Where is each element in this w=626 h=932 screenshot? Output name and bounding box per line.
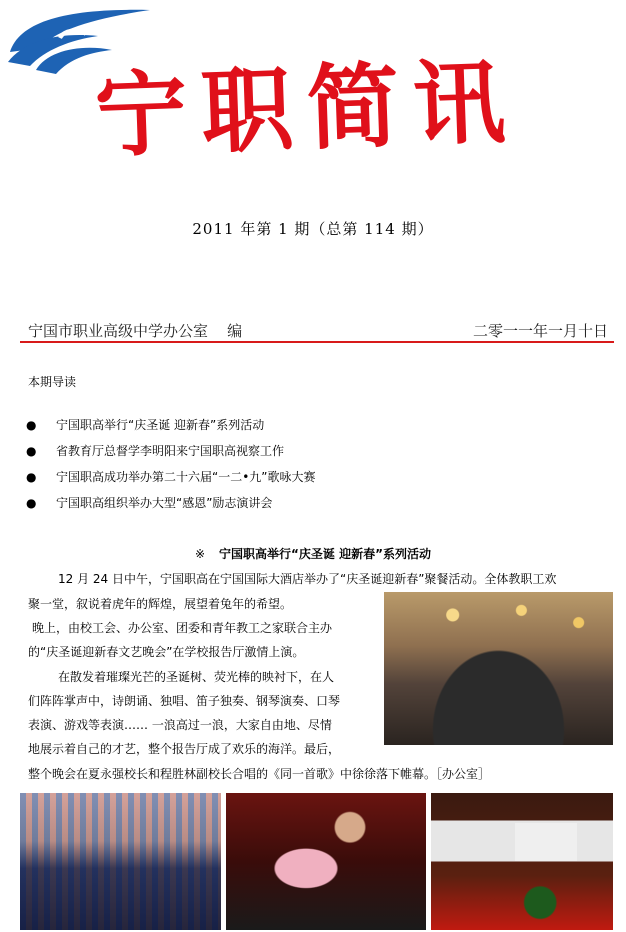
article-line: 的“庆圣诞迎新春文艺晚会”在学校报告厅激情上演。 [28,645,305,659]
toc-item-label: 宁国职高组织举办大型“感恩”励志演讲会 [56,496,273,510]
article-heading [0,545,626,562]
masthead-title: 宁职简讯 [93,47,521,171]
publisher-line [20,319,614,343]
auditorium-photo [20,793,221,930]
piano-performance-photo [226,793,426,930]
bullet-icon: ● [26,496,37,510]
article-line: 们阵阵掌声中，诗朗诵、独唱、笛子独奏、钢琴演奏、口琴 [28,694,341,708]
article-line: 在散发着璀璨光芒的圣诞树、荧光棒的映衬下，在人 [58,670,335,684]
article-title: 宁国职高举行“庆圣诞 迎新春”系列活动 [219,547,431,561]
publisher-org: 宁国市职业高级中学办公室 编 [28,322,243,340]
publish-date: 二零一一年一月十日 [472,322,608,340]
toc-item [26,470,316,496]
bullet-icon: ● [26,470,37,484]
toc-item [26,496,316,522]
toc-item [26,444,316,470]
toc-item-label: 宁国职高成功举办第二十六届“一二•九”歌咏大赛 [56,470,316,484]
article-line: 晚上，由校工会、办公室、团委和青年教工之家联合主办 [32,621,333,635]
bullet-icon: ● [26,418,37,432]
stage-performance-photo [431,793,613,930]
banquet-photo [384,592,613,745]
reference-mark-icon: ※ [194,547,206,561]
toc-title: 本期导读 [28,375,77,389]
toc-list [26,418,316,522]
article-line: 表演、游戏等表演…… 一浪高过一浪，大家自由地、尽情 [28,718,332,732]
toc-item [26,418,316,444]
article-line: 聚一堂，叙说着虎年的辉煌，展望着兔年的希望。 [28,597,293,611]
article-line: 整个晚会在夏永强校长和程胜林副校长合唱的《同一首歌》中徐徐落下帷幕。［办公室］ [28,767,491,781]
article-line: 地展示着自己的才艺，整个报告厅成了欢乐的海洋。最后， [28,742,341,756]
bullet-icon: ● [26,444,37,458]
toc-item-label: 省教育厅总督学李明阳来宁国职高视察工作 [56,444,285,458]
issue-number: 2011 年第 1 期（总第 114 期） [192,220,434,238]
article-line: 12 月 24 日中午，宁国职高在宁国国际大酒店举办了“庆圣诞迎新春”聚餐活动。全体教职工欢 [58,572,557,586]
toc-item-label: 宁国职高举行“庆圣诞 迎新春”系列活动 [56,418,265,432]
